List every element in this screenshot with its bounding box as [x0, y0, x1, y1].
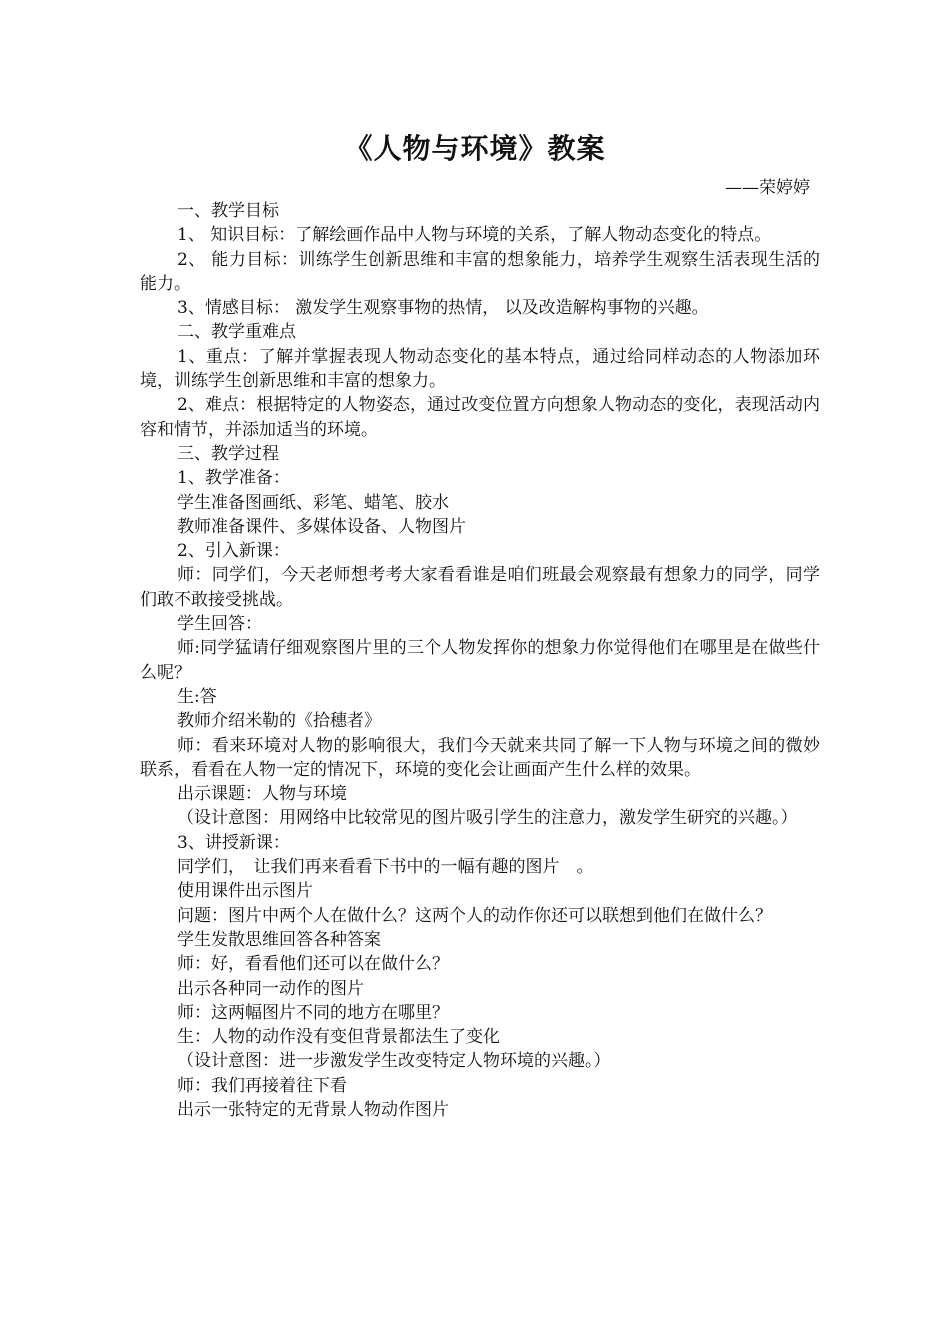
body-paragraph: 出示一张特定的无背景人物动作图片: [177, 1099, 449, 1120]
body-paragraph: 一、教学目标: [177, 201, 279, 221]
body-paragraph: 教师介绍米勒的《拾穗者》: [177, 711, 381, 732]
body-paragraph: 1、重点：了解并掌握表现人物动态变化的基本特点，通过给同样动态的人物添加环境，训练学生创新思维和丰富的想象力。: [140, 346, 820, 392]
body-paragraph: 师：好，看看他们还可以在做什么？: [177, 954, 449, 975]
document-author: ——荣婷婷: [725, 178, 810, 198]
body-paragraph: 问题：图片中两个人在做什么？这两个人的动作你还可以联想到他们在做什么？: [177, 905, 772, 926]
body-paragraph: 师：我们再接着往下看: [177, 1075, 347, 1096]
body-paragraph: 生:答: [177, 686, 217, 707]
body-paragraph: 学生发散思维回答各种答案: [177, 929, 381, 950]
body-paragraph: 教师准备课件、多媒体设备、人物图片: [177, 516, 466, 537]
body-paragraph: 学生回答：: [177, 614, 262, 635]
body-paragraph: 3、情感目标： 激发学生观察事物的热情， 以及改造解构事物的兴趣。: [177, 298, 709, 319]
body-paragraph: 1、教学准备：: [177, 468, 290, 489]
body-paragraph: 3、讲授新课：: [177, 832, 290, 853]
body-paragraph: 出示课题：人物与环境: [177, 784, 347, 805]
body-paragraph: 2、难点：根据特定的人物姿态，通过改变位置方向想象人物动态的变化，表现活动内容和情节，并添加适当的环境。: [140, 395, 820, 440]
body-paragraph: （设计意图：进一步激发学生改变特定人物环境的兴趣。）: [177, 1051, 611, 1072]
body-paragraph: 三、教学过程: [177, 443, 279, 464]
body-paragraph: 2、 能力目标：训练学生创新思维和丰富的想象能力，培养学生观察生活表现生活的能力。: [140, 249, 820, 294]
body-paragraph: 师:同学猛请仔细观察图片里的三个人物发挥你的想象力你觉得他们在哪里是在做些什么呢？: [140, 638, 820, 683]
body-paragraph: 师：这两幅图片不同的地方在哪里？: [177, 1002, 449, 1023]
body-paragraph: 生：人物的动作没有变但背景都法生了变化: [177, 1027, 500, 1048]
body-paragraph: 师：看来环境对人物的影响很大，我们今天就来共同了解一下人物与环境之间的微妙联系，看看在人物一定的情况下，环境的变化会让画面产生什么样的效果。: [140, 735, 820, 780]
body-paragraph: 使用课件出示图片: [177, 881, 313, 902]
document-title: 《人物与环境》教案: [344, 132, 606, 165]
body-paragraph: 出示各种同一动作的图片: [177, 978, 364, 999]
body-paragraph: 学生准备图画纸、彩笔、蜡笔、胶水: [177, 492, 449, 513]
document-body: [140, 199, 820, 1122]
body-paragraph: 同学们， 让我们再来看看下书中的一幅有趣的图片 。: [177, 857, 594, 878]
body-paragraph: 二、教学重难点: [177, 322, 296, 343]
body-paragraph: 1、 知识目标：了解绘画作品中人物与环境的关系，了解人物动态变化的特点。: [177, 225, 772, 246]
body-paragraph: 2、引入新课：: [177, 541, 290, 562]
body-paragraph: （设计意图：用网络中比较常见的图片吸引学生的注意力，激发学生研究的兴趣。）: [177, 808, 798, 829]
body-paragraph: 师：同学们，今天老师想考考大家看看谁是咱们班最会观察最有想象力的同学，同学们敢不敢接受挑战。: [140, 565, 820, 610]
